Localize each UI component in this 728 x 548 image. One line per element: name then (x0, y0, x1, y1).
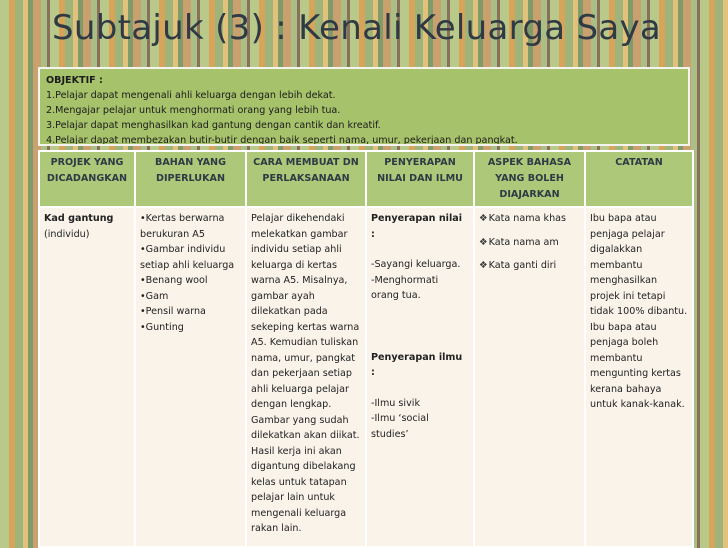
knowledge-heading: Penyerapan ilmu : (371, 351, 463, 378)
header-method: CARA MEMBUAT DN PERLAKSANAAN (246, 151, 366, 207)
objective-box (38, 67, 690, 146)
values-heading: Penyerapan nilai : (371, 213, 463, 240)
objective-item-4: 4.Pelajar dapat membezakan butir-butir dengan baik seperti nama, umur, pekerjaan dan pangkat. (46, 135, 518, 146)
project-name: Kad gantung (44, 213, 114, 224)
value-item: -Sayangi keluarga. (371, 259, 461, 270)
language-item: ❖ Kata nama khas (479, 211, 580, 227)
knowledge-item: -Ilmu sivik (371, 397, 420, 409)
table-row (39, 207, 693, 547)
value-item: -Menghormati orang tua. (371, 274, 439, 301)
table-header-row (39, 151, 693, 207)
project-table (38, 150, 694, 548)
cell-materials (135, 207, 246, 547)
material-item: • Gam (140, 289, 241, 305)
objective-item-1: 1.Pelajar dapat mengenali ahli keluarga dengan lebih dekat. (46, 90, 336, 101)
header-notes: CATATAN (585, 151, 693, 207)
materials-list (140, 211, 241, 335)
knowledge-item: -Ilmu ‘social studies’ (371, 413, 429, 440)
objective-item-2: 2.Mengajar pelajar untuk menghormati orang yang lebih tua. (46, 105, 341, 116)
project-type: (individu) (44, 228, 90, 240)
header-values: PENYERAPAN NILAI DAN ILMU (366, 151, 474, 207)
header-materials: BAHAN YANG DIPERLUKAN (135, 151, 246, 207)
method-text: Pelajar dikehendaki melekatkan gambar individu setiap ahli keluarga di kertas warna A5. Misalnya, gambar ayah dilekatkan pada sekeping kertas warna A5. Kemudian tuliskan nama, umur, pangkat dan pekerjaan setiap ahli keluarga pelajar dengan lengkap. Gambar yang sudah dilekatkan akan diikat. Hasil kerja ini akan digantung dibelakang kelas untuk tatapan pelajar lain untuk mengenali keluarga rakan lain. (251, 213, 360, 534)
material-item: • Pensil warna (140, 304, 241, 320)
cell-language (474, 207, 585, 547)
header-language: ASPEK BAHASA YANG BOLEH DIAJARKAN (474, 151, 585, 207)
language-item: ❖ Kata nama am (479, 235, 580, 251)
language-item: ❖ Kata ganti diri (479, 258, 580, 274)
notes-text: Ibu bapa atau penjaga pelajar digalakkan membantu menghasilkan projek ini tetapi tidak 100% dibantu. Ibu bapa atau penjaga boleh membantu mengunting kertas kerana bahaya untuk kanak-kanak. (590, 213, 688, 410)
slide-title: Subtajuk (3) : Kenali Keluarga Saya (52, 8, 662, 48)
language-list (479, 211, 580, 274)
objective-heading: OBJEKTIF : (46, 75, 103, 86)
cell-method (246, 207, 366, 547)
cell-notes (585, 207, 693, 547)
material-item: • Kertas berwarna berukuran A5 (140, 211, 241, 242)
objective-item-3: 3.Pelajar dapat menghasilkan kad gantung dengan cantik dan kreatif. (46, 120, 381, 131)
cell-project (39, 207, 135, 547)
cell-values (366, 207, 474, 547)
material-item: • Gambar individu setiap ahli keluarga (140, 242, 241, 273)
material-item: • Benang wool (140, 273, 241, 289)
header-project: PROJEK YANG DICADANGKAN (39, 151, 135, 207)
material-item: • Gunting (140, 320, 241, 336)
